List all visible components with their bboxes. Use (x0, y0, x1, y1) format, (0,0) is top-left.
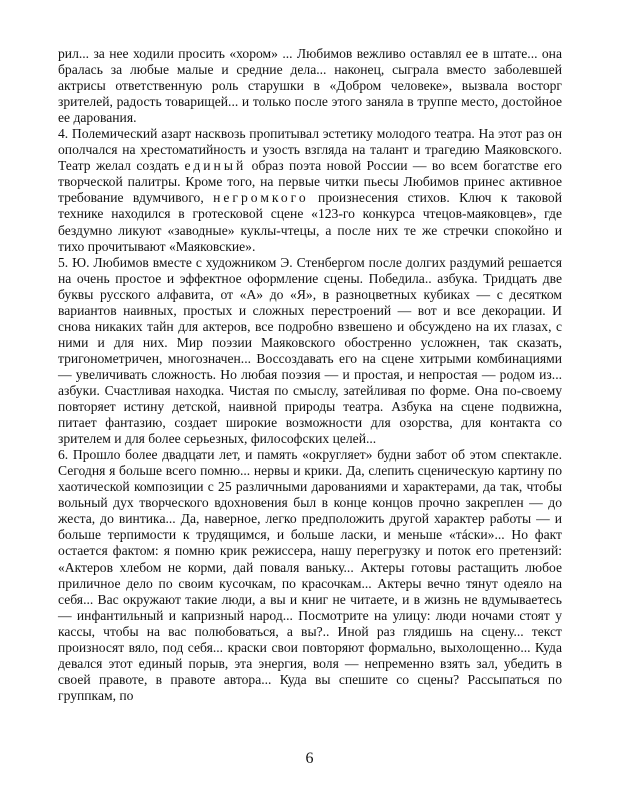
paragraph-5 (58, 255, 562, 448)
paragraph-text: рил... за нее ходили просить «хором» ... Любимов вежливо оставлял ее в штате... она бралась за любые малые и средние дела... наконец, сыграла вместо заболевшей актрисы ответственную роль старушки в «Добром человеке», вызвала восторг зрителей, радость товарищей... и только после этого заняла в труппе место, достойное ее дарования. (58, 46, 562, 126)
paragraph-4 (58, 126, 562, 254)
paragraph-text: 5. Ю. Любимов вместе с художником Э. Стенбергом после долгих раздумий решается на очень простое и эффектное оформление сцены. Победила.. азбука. Тридцать две буквы русского алфавита, от «А» до «Я», в разноцветных кубиках — с десятком вариантов наивных, простых и сложных перестроений — вот и все декорации. И снова никаких тайн для актеров, все подробно взвешено и обсуждено на их глазах, с ними и для них. Мир поэзии Маяковского обостренно усложнен, так сказать, тригонометричен, многозначен... Воссоздавать его на сцене хитрыми комбинациями — увеличивать сложность. Но любая поэзия — и простая, и непростая — родом из... азбуки. Счастливая находка. Чистая по смыслу, затейливая по форме. Она по-своему повторяет истину детской, наивной природы театра. Азбука на сцене подвижна, питает фантазию, создает широкие возможности для озорства, для контакта со зрителем и для более серьезных, философских целей... (58, 254, 562, 447)
paragraph-text: 6. Прошло более двадцати лет, и память «округляет» будни забот об этом спектакле. Сегодня я больше всего помню... нервы и крики. Да, слепить сценическую картину по хаотической композиции с 25 различными дарованиями и характерами, да так, чтобы вольный дух творческого вдохновения был в конце концов прочно закреплен — до жеста, до винтика... Да, наверное, легко предположить другой характер работы — и больше терпимости к трудящимся, и больше ласки, и меньше «тáски»... Но факт остается фактом: я помню крик режиссера, нашу перегрузку и поток его претензий: «Актеров хлебом не корми, дай поваля ваньку... Актеры готовы растащить любое приличное дело по своим кусочкам, по красочкам... Актеры вечно тянут одеяло на себя... Вас окружают такие люди, а вы и книг не читаете, и в жизнь не вдумываетесь — инфантильный и капризный народ... Посмотрите на улицу: люди ночами стоят у кассы, чтобы на вас полюбоваться, а вы?.. Иной раз глядишь на сцену... текст произносят вяло, под себя... краски свои повторяют формально, выхолощенно... Куда девался этот единый порыв, эта энергия, воля — непременно взять зал, убедить в своей правоте, в правоте автора... Куда вы спешите со сцены? Рассыпаться по группкам, по (58, 447, 562, 703)
spaced-word: негромкого (213, 190, 309, 206)
paragraph-text: произнесения стихов. Ключ к таковой технике находился в гротесковой сцене «123-го конкурса чтецов-маяковцев», где бездумно ликуют «заводные» куклы-чтецы, а после них те же стречки спокойно и тихо прочитывают «Маяковские». (58, 190, 562, 254)
paragraph-text: 4. Полемический азарт насквозь пропитывал эстетику молодого театра. На этот раз он ополчался на хрестоматийность и узость взгляда на талант и трагедию Маяковского. Театр желал создать (58, 126, 562, 174)
paragraph-text: образ поэта новой России — во всем богатстве его творческой палитры. Кроме того, на первые читки пьесы Любимов принес активное требование вдумчивого, (58, 158, 562, 206)
page-body (58, 46, 562, 704)
paragraph-continuation (58, 46, 562, 126)
page-number: 6 (305, 750, 314, 767)
spaced-word: единый (184, 158, 247, 174)
paragraph-6 (58, 447, 562, 704)
